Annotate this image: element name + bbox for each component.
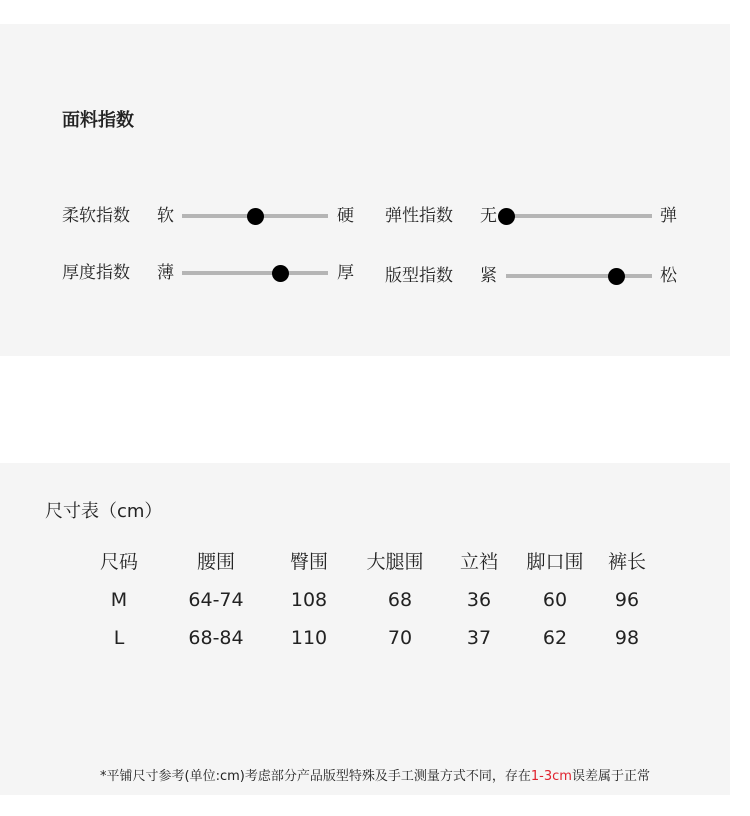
softness-index (62, 204, 362, 228)
table-cell: 68 (387, 589, 413, 611)
index-knob (247, 208, 264, 225)
header-cell: 臀围 (289, 551, 329, 573)
fabric-index-title: 面料指数 (62, 110, 134, 131)
table-cell: M (110, 589, 128, 611)
size-chart-title: 尺寸表（cm） (45, 501, 163, 522)
table-cell: 62 (542, 627, 568, 649)
index-high-label: 硬 (337, 206, 354, 226)
index-track (506, 274, 652, 278)
index-knob (608, 268, 625, 285)
table-cell: 60 (542, 589, 568, 611)
index-low-label: 紧 (480, 266, 497, 286)
index-low-label: 无 (480, 206, 497, 226)
note-highlight: 1-3cm (530, 769, 572, 784)
index-label: 柔软指数 (62, 206, 130, 226)
header-cell: 大腿围 (366, 551, 424, 573)
table-cell: 98 (614, 627, 640, 649)
elasticity-index (385, 204, 685, 228)
table-cell: 68-84 (188, 627, 244, 649)
index-high-label: 厚 (337, 263, 354, 283)
fabric-index-panel (0, 24, 730, 356)
table-cell: 70 (387, 627, 413, 649)
index-label: 弹性指数 (385, 206, 453, 226)
index-knob (498, 208, 515, 225)
header-cell: 尺码 (99, 551, 139, 573)
table-cell: 108 (290, 589, 328, 611)
index-low-label: 薄 (157, 263, 174, 283)
header-cell: 立裆 (459, 551, 499, 573)
table-cell: 96 (614, 589, 640, 611)
table-cell: L (113, 627, 125, 649)
table-cell: 110 (290, 627, 328, 649)
table-cell: 36 (466, 589, 492, 611)
fit-index (385, 264, 685, 288)
index-track (506, 214, 652, 218)
index-high-label: 松 (660, 266, 677, 286)
index-knob (272, 265, 289, 282)
index-label: 版型指数 (385, 266, 453, 286)
header-cell: 裤长 (607, 551, 647, 573)
table-cell: 37 (466, 627, 492, 649)
measurement-note (0, 765, 750, 784)
thickness-index (62, 261, 362, 285)
index-low-label: 软 (157, 206, 174, 226)
note-suffix: 误差属于正常 (571, 769, 650, 784)
header-cell: 脚口围 (526, 551, 584, 573)
note-prefix: *平铺尺寸参考(单位:cm)考虑部分产品版型特殊及手工测量方式不同，存在 (100, 769, 531, 784)
index-track (182, 271, 328, 275)
table-cell: 64-74 (188, 589, 244, 611)
index-label: 厚度指数 (62, 263, 130, 283)
index-high-label: 弹 (660, 206, 677, 226)
header-cell: 腰围 (196, 551, 236, 573)
